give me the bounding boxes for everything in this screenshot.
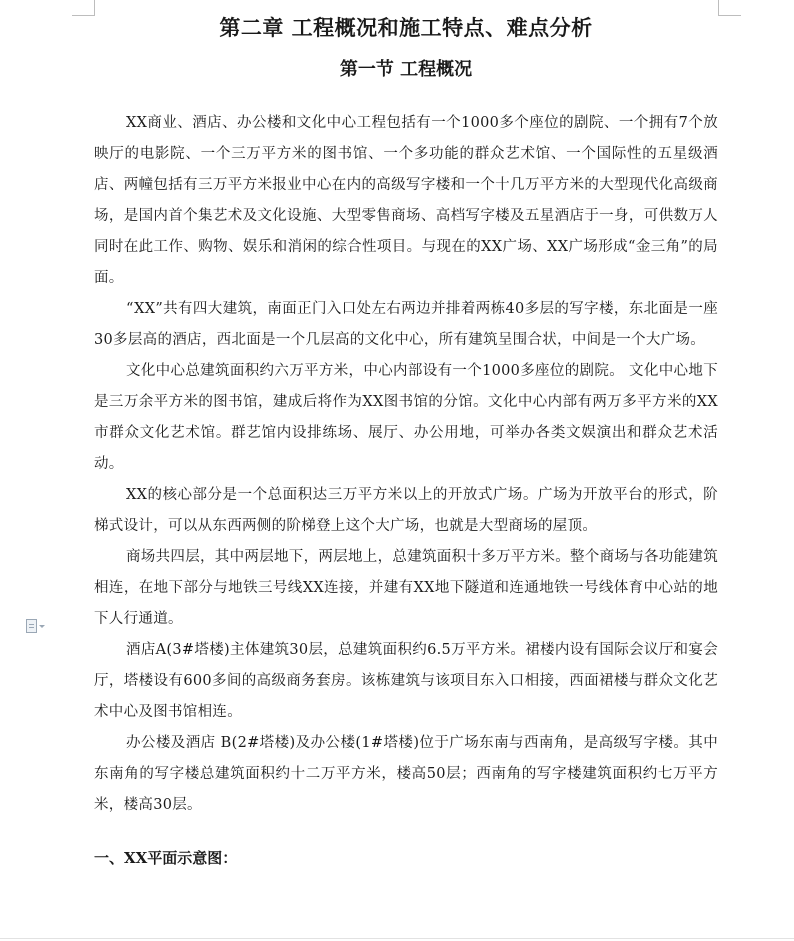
paragraph: 商场共四层，其中两层地下，两层地上，总建筑面积十多万平方米。整个商场与各功能建筑相连，在地下部分与地铁三号线XX连接，并建有XX地下隧道和连通地铁一号线体育中心站的地下人行通道。	[94, 549, 718, 627]
subheading: 一、XX平面示意图：	[94, 849, 238, 867]
section-title: 第一节 工程概况	[339, 59, 473, 80]
paragraph: XX商业、酒店、办公楼和文化中心工程包括有一个1000多个座位的剧院、一个拥有7个放映厅的电影院、一个三万平方米的图书馆、一个多功能的群众艺术馆、一个国际性的五星级酒店、两幢包括有三万平方米报业中心在内的高级写字楼和一个十几万平方米的大型现代化高级商场，是国内首个集艺术及文化设施、大型零售商场、高档写字楼及五星酒店于一身，可供数万人同时在此工作、购物、娱乐和消闲的综合性项目。与现在的XX广场、XX广场形成“金三角”的局面。	[94, 115, 718, 286]
document-icon	[26, 619, 37, 633]
paragraph: “XX”共有四大建筑，南面正门入口处左右两边并排着两栋40多层的写字楼，东北面是一座30多层高的酒店，西北面是一个几层高的文化中心，所有建筑呈围合状，中间是一个大广场。	[94, 301, 718, 348]
paragraph: XX的核心部分是一个总面积达三万平方米以上的开放式广场。广场为开放平台的形式，阶梯式设计，可以从东西两侧的阶梯登上这个大广场，也就是大型商场的屋顶。	[94, 487, 718, 534]
document-body	[94, 108, 718, 873]
crop-mark-top-right	[719, 15, 741, 16]
chapter-title: 第二章 工程概况和施工特点、难点分析	[219, 15, 593, 40]
crop-mark-top-left	[72, 15, 94, 16]
document-options-icon[interactable]	[26, 618, 48, 634]
chevron-down-icon	[39, 625, 45, 628]
document-content[interactable]	[94, 10, 718, 873]
crop-mark-top-right	[718, 0, 719, 16]
paragraph: 文化中心总建筑面积约六万平方米，中心内部设有一个1000多座位的剧院。 文化中心地下是三万余平方米的图书馆，建成后将作为XX图书馆的分馆。文化中心内部有两万多平方米的XX市群众文化艺术馆。群艺馆内设排练场、展厅、办公用地，可举办各类文娱演出和群众艺术活动。	[94, 363, 718, 472]
page-bottom-divider	[0, 938, 794, 939]
paragraph: 酒店A(3#塔楼)主体建筑30层，总建筑面积约6.5万平方米。裙楼内设有国际会议厅和宴会厅，塔楼设有600多间的高级商务套房。该栋建筑与该项目东入口相接，西面裙楼与群众文化艺术中心及图书馆相连。	[94, 642, 718, 720]
paragraph: 办公楼及酒店 B(2#塔楼)及办公楼(1#塔楼)位于广场东南与西南角，是高级写字楼。其中东南角的写字楼总建筑面积约十二万平方米，楼高50层；西南角的写字楼建筑面积约七万平方米，楼高30层。	[94, 735, 718, 813]
